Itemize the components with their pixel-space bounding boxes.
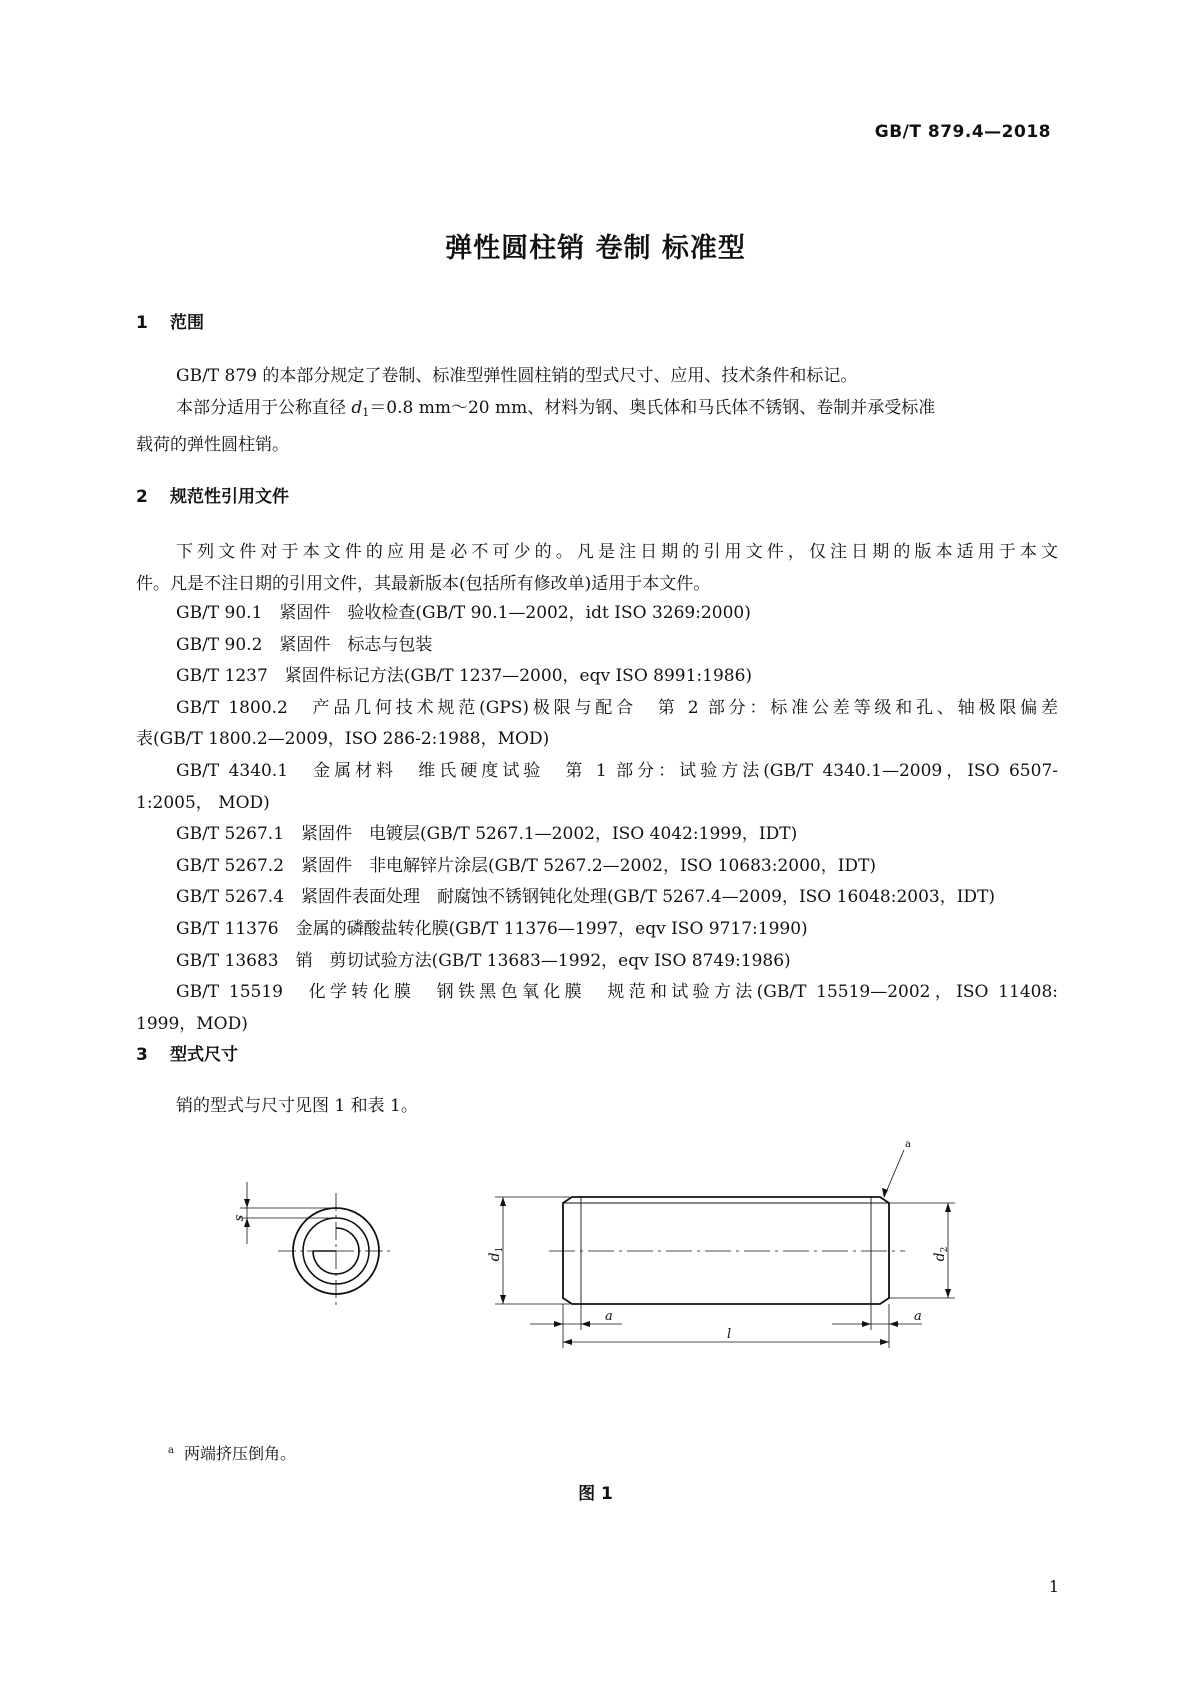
label-d2 <box>932 1247 950 1262</box>
reference-item: GB/T 4340.1 金属材料 维氏硬度试验 第 1 部分：试验方法(GB/T 4340.1—2009，ISO 6507- <box>176 760 1058 781</box>
section-title: 规范性引用文件 <box>170 487 289 507</box>
d2-arrow-top <box>945 1203 951 1212</box>
d2-arrow-bottom <box>945 1289 951 1298</box>
a-left-arrow-1 <box>554 1321 563 1327</box>
figure-caption: 图 1 <box>578 1484 613 1504</box>
a-left-arrow-2 <box>581 1321 590 1327</box>
section-title: 型式尺寸 <box>170 1045 238 1065</box>
pin-side-view <box>495 1150 955 1348</box>
pin-outline <box>563 1197 889 1304</box>
scope-line-1: GB/T 879 的本部分规定了卷制、标准型弹性圆柱销的型式尺寸、应用、技术条件和标记。 <box>176 366 858 386</box>
d1-arrow-top <box>500 1197 506 1206</box>
footnote-mark: a <box>168 1445 174 1456</box>
label-a-left: a <box>605 1309 613 1324</box>
l-arrow-left <box>563 1339 572 1345</box>
label-d1-sub: 1 <box>495 1246 505 1253</box>
s-arrow-top <box>244 1199 250 1208</box>
d1-arrow-bottom <box>500 1295 506 1304</box>
label-note-a: a <box>905 1140 911 1150</box>
var-d: d <box>351 398 363 418</box>
footnote-text: 两端挤压倒角。 <box>183 1444 296 1463</box>
figure-1-drawing <box>0 1140 1191 1400</box>
scope-text: 本部分适用于公称直径 <box>176 398 352 418</box>
reference-item: GB/T 11376 金属的磷酸盐转化膜(GB/T 11376—1997，eqv ISO 9717:1990) <box>176 918 808 939</box>
reference-list <box>136 598 1058 1040</box>
figure-footnote <box>168 1441 296 1464</box>
label-d2-main: d <box>932 1252 948 1262</box>
reference-item: GB/T 5267.4 紧固件表面处理 耐腐蚀不锈钢钝化处理(GB/T 5267.4—2009，ISO 16048:2003，IDT) <box>176 887 996 908</box>
reference-item: GB/T 90.2 紧固件 标志与包装 <box>176 634 433 655</box>
section-3-heading <box>136 1040 238 1065</box>
reference-item: GB/T 5267.1 紧固件 电镀层(GB/T 5267.1—2002，ISO 4042:1999，IDT) <box>176 824 798 845</box>
scope-text-cont: ＝0.8 mm～20 mm、材料为钢、奥氏体和马氏体不锈钢、卷制并承受标准 <box>369 398 936 418</box>
label-s: s <box>232 1214 247 1222</box>
label-d2-sub: 2 <box>940 1246 950 1253</box>
label-l: l <box>727 1327 732 1342</box>
label-d1-main: d <box>487 1252 503 1262</box>
reference-item-cont: 1:2005， MOD) <box>136 792 270 813</box>
reference-item: GB/T 13683 销 剪切试验方法(GB/T 13683—1992，eqv ISO 8749:1986) <box>176 950 791 971</box>
intro-line-2: 件。凡是不注日期的引用文件，其最新版本(包括所有修改单)适用于本文件。 <box>136 574 711 594</box>
var-sub: 1 <box>362 406 370 419</box>
reference-item: GB/T 1237 紧固件标记方法(GB/T 1237—2000，eqv ISO 8991:1986) <box>176 666 753 687</box>
l-arrow-right <box>880 1339 889 1345</box>
dimensions-line: 销的型式与尺寸见图 1 和表 1。 <box>176 1096 418 1116</box>
a-right-arrow-1 <box>862 1321 871 1327</box>
reference-item-cont: 1999，MOD) <box>136 1013 248 1034</box>
section-number: 2 <box>136 487 148 507</box>
section-1-heading <box>136 308 204 333</box>
a-right-arrow-2 <box>889 1321 898 1327</box>
scope-paragraph <box>136 360 1058 461</box>
label-a-right: a <box>914 1309 922 1324</box>
scope-line-2 <box>136 392 1058 429</box>
section-title: 范围 <box>170 313 204 333</box>
standard-code: GB/T 879.4—2018 <box>874 122 1051 142</box>
reference-item-cont: 表(GB/T 1800.2—2009，ISO 286-2:1988，MOD) <box>136 729 550 750</box>
normative-intro <box>136 536 1058 600</box>
page-number: 1 <box>1048 1577 1059 1596</box>
reference-item: GB/T 90.1 紧固件 验收检查(GB/T 90.1—2002，idt ISO 3269:2000) <box>176 603 751 623</box>
scope-line-3: 载荷的弹性圆柱销。 <box>136 435 289 455</box>
reference-item: GB/T 1800.2 产品几何技术规范(GPS)极限与配合 第 2 部分：标准公差等级和孔、轴极限偏差 <box>176 697 1058 718</box>
document-title: 弹性圆柱销 卷制 标准型 <box>445 233 746 264</box>
reference-item: GB/T 15519 化学转化膜 钢铁黑色氧化膜 规范和试验方法(GB/T 15519—2002，ISO 11408: <box>176 982 1058 1003</box>
coil-end-view <box>240 1182 394 1309</box>
reference-item: GB/T 5267.2 紧固件 非电解锌片涂层(GB/T 5267.2—2002，ISO 10683:2000，IDT) <box>176 855 877 876</box>
section-2-heading <box>136 482 289 507</box>
intro-line-1: 下列文件对于本文件的应用是必不可少的。凡是注日期的引用文件，仅注日期的版本适用于本文 <box>176 542 1058 562</box>
section-number: 1 <box>136 313 148 333</box>
label-d1 <box>487 1247 505 1262</box>
dimensions-paragraph <box>136 1090 1058 1122</box>
section-number: 3 <box>136 1045 148 1065</box>
